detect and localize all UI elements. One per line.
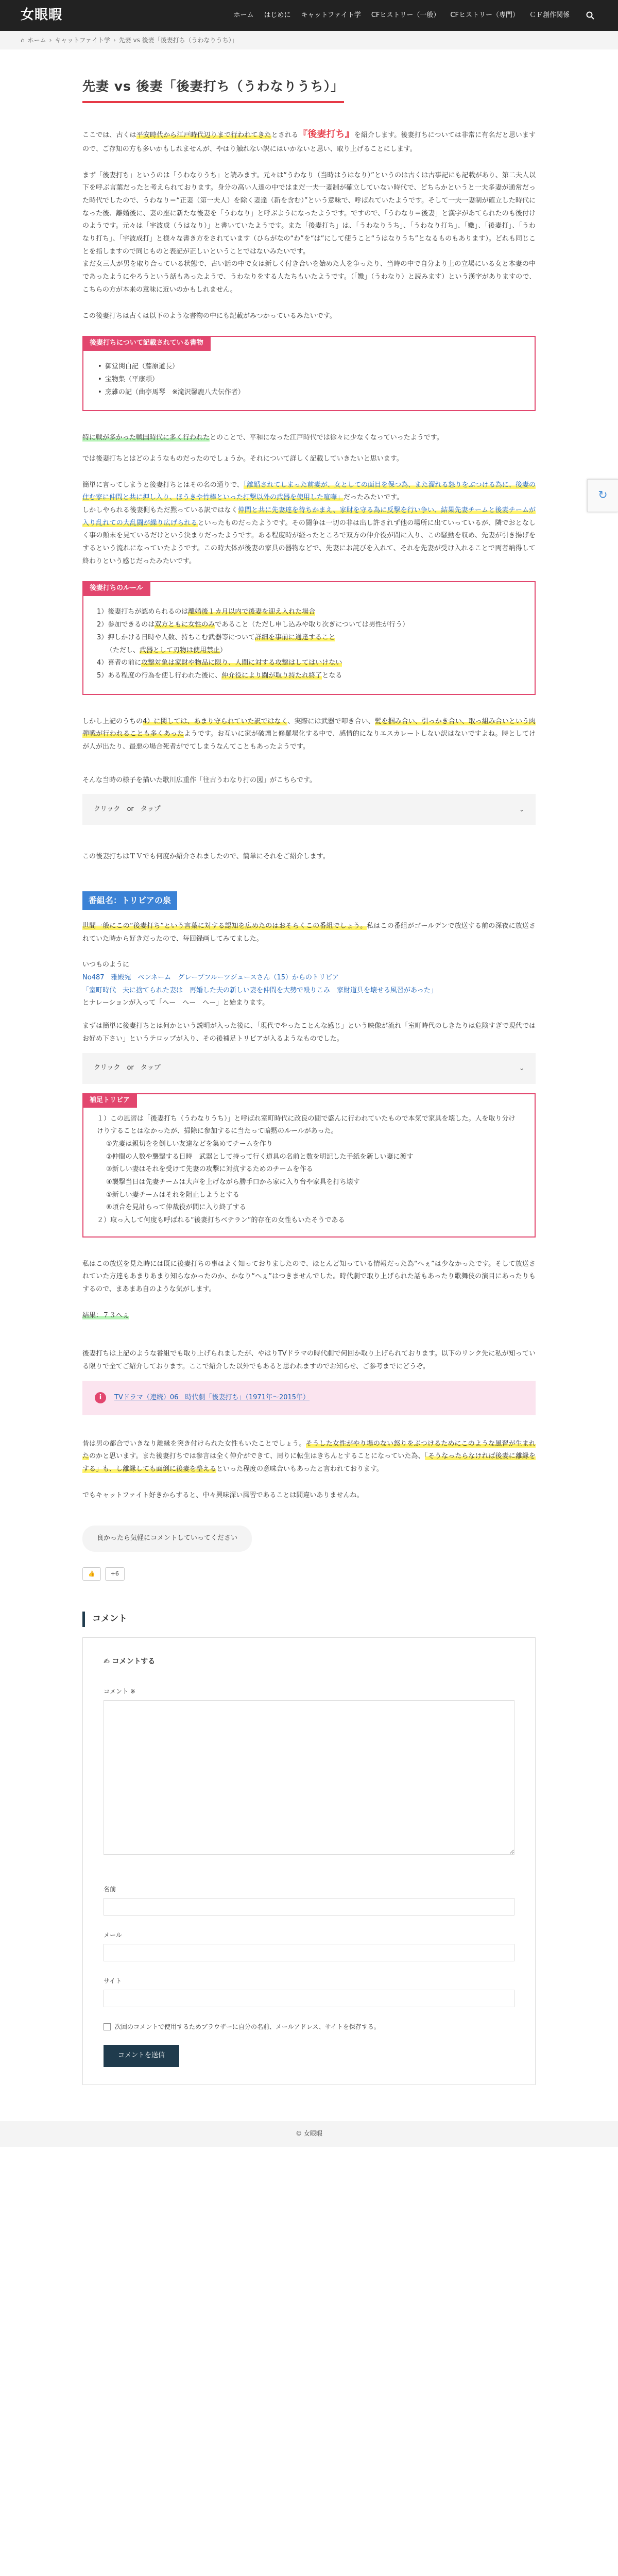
nav-item-catfight[interactable]: キャットファイト学 [301,11,361,19]
nav-item-history-general[interactable]: CFヒストリー（一般） [371,11,440,19]
painting-intro-paragraph: そんな当時の様子を描いた歌川広重作「往古うわなり打の図」がこちらです。 [82,776,316,784]
site-logo[interactable]: 女眼暇 [21,7,63,23]
plus-count-button[interactable]: +6 [105,1567,125,1581]
rules-box [82,581,536,694]
footer: © 女眼暇 [0,2121,618,2147]
breadcrumb-current: 先妻 vs 後妻「後妻打ち（うわなりうち）」 [118,36,238,44]
closing-paragraph: でもキャットファイト好きからすると、中々興味深い風習であることは間違いありませんね。 [82,1491,364,1499]
nav-item-home[interactable]: ホーム [233,11,254,19]
form-title: ✍ コメントする [104,1657,156,1666]
books-box-label: 後妻打ちについて記載されている書物 [82,336,211,351]
site-field[interactable] [104,1990,514,2007]
conclusion-paragraph: 昔は男の都合でいきなり離縁を突き付けられた女性もいたことでしょう。そうした女性がやり場のない怒りをぶつけるためにこのような風習が生まれたのかと思います。また後妻打ちでは参言は全く仲介ができて、周りに転生はきちんとすることになっていた為、「そうなったらなければ後妻に離縁をする」も、し離縁しても面倒に後妻を整えるといった程度の意味合いもあったと言われております。 [82,1439,536,1473]
global-nav [233,8,597,23]
video-accordion[interactable] [82,1053,536,1084]
program-paragraph: 世間一般にこの“後妻打ち”という言葉に対する認知を広めたのはおそらくこの番組でしょう。私はこの番組がゴールデンで放送する前の深夜に放送されていた時から好きだったので、毎回録画してみてました。 [82,922,536,943]
breadcrumb-separator: › [49,36,52,44]
comment-cta: 良かったら気軽にコメントしていってください [82,1526,252,1552]
breadcrumb-home[interactable]: ホーム [27,36,46,44]
drama-paragraph: 後妻打ちは上記のような番組でも取り上げられましたが、やはりTVドラマの時代劇で何回か取り上げられております。以下のリンク先に私が知っている限りで全てご紹介しております。ここで紹介した以外でもあると思われますのでお知らせ、ご参考までにどうぞ。 [82,1350,536,1371]
program-detail-paragraph: まずは簡単に後妻打ちとは何かという説明が入った後に、「現代でやったことんな感じ」という映像が流れ「室町時代のしきたりは危険すぎで現代ではお好め下さい」というテロップが入り、その後補足トリビアが入るようなものでした。 [82,1022,536,1043]
supplement-box-label: 補足トリビア [82,1093,137,1108]
breadcrumb-category[interactable]: キャットファイト学 [55,36,110,44]
sengoku-paragraph: 特に戦が多かった戦国時代に多く行われたとのことで、平和になった江戸時代では徐々に少なくなっていったようです。 [82,434,443,442]
books-list [97,361,521,399]
name-field[interactable] [104,1898,514,1916]
nav-item-creation[interactable]: ＣＦ創作関係 [529,11,570,19]
opinion-paragraph: 私はこの放送を見た時には既に後妻打ちの事はよく知っておりましたので、ほとんど知っている情報だった為“へぇ”は少なかったです。そして放送されていた方達もあまりあまり知らなかったのか、かなり“へぇ”はつきませんでした。時代劇で取り上げられた話もあったり歌舞伎の演目にあったりもするので、まあまあ自のような気がします。 [82,1260,536,1294]
supplement-row: ⑤新しい妻チームはそれを阻止しようとする [106,1191,239,1199]
consent-label: 次回のコメントで使用するためブラウザーに自分の名前、メールアドレス、サイトを保存する。 [115,2023,380,2030]
rule-item: 4）喜者の前に攻撃対象は家財や物品に限り、人間に対する攻撃はしてはいけない [97,659,342,667]
search-icon[interactable] [583,8,597,23]
info-icon: i [95,1392,106,1403]
page-title: 先妻 vs 後妻「後妻打ち（うわなりうち）」 [82,75,344,103]
result-text: 結果：７３へぇ [82,1311,130,1319]
comment-form [82,1637,536,2085]
article [82,49,536,2100]
submit-button[interactable]: コメントを送信 [104,2045,179,2067]
definition-paragraph: まず「後妻打ち」というのは「うわなりうち」と読みます。元々は“うわなり（当時はうはなり）”というのは古くは古事記にも記載があり、第二夫人以下を呼ぶ言葉だったと考えられております。身分の高い人達の中ではまだ一夫一妻制が確立していない時代で、どちらかというと一夫多妻が通常だった時代でしたので、うわなり＝“正妻（第一夫人）を除く妻達（新を含む）”という意味で、呼ばれていたようです。そして一夫一妻制が確立した時代になった後、離婚後に、妻の座に新たな後妻を「うわなり」と呼ぶようになったようです。ですので、「うわなり＝後妻」と漢字があてられたのも後付けのようです。元々は「宇波成（うはなり）」と書いていたようです。また「後妻打ち」は、「うわなりうち」、「うわなり打ち」、「嫐」、「後妻打」、「うわなり打ち」、「宇波成打」と様々な書き方をされています（ひらがなの“わ”を“は”にして使うこと“うはなりうち”となるものもあります）。どれも同じことを指しますので同じものと表記が正しいということではないみたいです。 まだ女三人が男を取り合っている状態で、古い話の中で女は新しく付き合いを始めた人を争ったり、当時の中で自分より上の立場にいる女と本妻の中であったようにやろうという話もあったようで、うわなりをする人たちもいたようです。（「嫐」（うわなり）と読みます）という漢字がありますので、こちらの方が本来の意味に近いのかもしれません。 [82,171,536,294]
painting-accordion[interactable] [82,794,536,825]
rule-item: （ただし、武器として刃物は使用禁止） [106,646,227,654]
supplement-row: １）この風習は「後妻打ち（うわなりうち）」と呼ばれ室町時代に改良の間で盛んに行われていたもので本気で家具を壊した。人を取り分けけりすることはなかったが、掃除に参加するに当たって暗黙のルールがあった。 [97,1114,516,1136]
chevron-down-icon: ⌄ [519,805,524,813]
rules-box-label: 後妻打ちのルール [82,581,150,596]
program-heading: 番組名：トリビアの泉 [82,891,177,910]
intro-paragraph: ここでは、古くは平安時代から江戸時代辺りまで行われてきたとされる『後妻打ち』を紹介します。後妻打ちについては非常に有名だと思いますので、ご存知の方も多いかもしれませんが、やはり触れない訳にはいかないと思い、取り上げることにします。 [82,128,536,153]
list-item: • 烹雑の記（曲亭馬琴 ※滝沢馨鹿八犬伝作者） [97,386,521,399]
nav-item-intro[interactable]: はじめに [264,11,291,19]
list-item: • 宝物集（平康頼） [97,374,521,386]
trivia-paragraph: いつものように No487 雅殿宛 ペンネーム グレープフルーツジュースさん（15）からのトリビア 「室町時代 夫に捨てられた妻は 再婚した夫の新しい妻を仲間を大勢で殴りこみ 家財道具を壊せる風習があった」 とナレーションが入って「へー へー へー」と始まります。 [82,961,437,1007]
comment-heading: コメント [82,1612,536,1627]
consent-checkbox[interactable] [104,2023,111,2030]
description-paragraph: 簡単に言ってしまうと後妻打ちとはその名の通りで、「離婚されてしまった前妻が、女としての面目を保つ為、また溜れる怒りをぶつける為に、後妻の住む家に仲間と共に押し入り、ほうきや竹棒といった打撃以外の武器を使用した喧嘩」だったみたいです。 しかしやられる後妻側もただ黙っている訳ではなく仲間と共に先妻達を待ちかまえ、家財を守る為に反撃を行い争い、結果先妻チームと後妻チームが入り乱れての大乱闘が繰り広げられるといったものだったようです。その闘争は一切の非は出し許されず他の場所に出ていっているが、隣でおとなしく事の顛末を見ているだけという決まりだったようです。ある程度時が経ったところで双方の仲介役が間に入り、この騒動を収め、先妻が引き揚げをするという流れになっていたようです。この時大体が後妻の家具の器物などで、先妻にお詫びを入れて、それを先妻が受け入れることで両者納得して終わりという感じだったみたいです。 [82,481,536,565]
supplement-row: ④襲撃当日は先妻チームは大声を上げながら勝手口から家に入り台や家具を打ち壊す [106,1178,360,1186]
chevron-down-icon: ⌄ [519,1064,524,1072]
site-label: サイト [104,1977,122,1985]
drama-link[interactable]: TVドラマ（連続）06 時代劇「後妻打ち」（1971年〜2015年） [114,1393,310,1401]
nav-item-history-pro[interactable]: CFヒストリー（専門） [450,11,519,19]
supplement-row: ①先妻は親切をを倒しい友達などを集めてチームを作り [106,1140,273,1148]
breadcrumb [0,31,618,49]
books-box [82,336,536,411]
consent-row [104,2022,514,2032]
email-label: メール [104,1931,122,1939]
breadcrumb-separator: › [113,36,116,44]
site-header [0,0,618,31]
home-icon: ⌂ [21,36,25,44]
comment-textarea[interactable] [104,1700,514,1855]
reality-paragraph: しかし上記のうちの4）に関しては、あまり守られていた訳ではなく、実際には武器で叩き合い、髪を掴み合い、引っかき合い、取っ組み合いという肉弾戦が行われることも多くあったようです。お互いに家が破壊と修羅場化する中で、感情的になりエスカレートしない訳はないですよね。時としてけが人が出たり、最悪の場合死者がでてしまうなんてこともあったようです。 [82,717,536,751]
explain-intro-paragraph: では後妻打ちとはどのようなものだったのでしょうか。それについて詳しく記載していきたいと思います。 [82,454,403,463]
supplement-row: ２）取っ入して何度も呼ばれる“後妻打ちベテラン”的存在の女性もいたそうである [97,1216,345,1224]
books-intro-paragraph: この後妻打ちは古くは以下のような書物の中にも記載がみつかっているみたいです。 [82,312,336,320]
accordion-label: クリック or タップ [94,805,161,813]
rule-item: 5）ある程度の行為を使し行われた後に、仲介役により闘が取り持たれ終了となる [97,671,342,680]
rule-item: 1）後妻打ちが認められるのは離婚後１カ月以内で後妻を迎え入れた場合 [97,608,316,616]
email-field[interactable] [104,1944,514,1961]
supplement-box [82,1093,536,1238]
supplement-row: ②仲間の人数や襲撃する日時 武器として持って行く道具の名前と数を明記した手紙を新しい妻に渡す [106,1153,414,1161]
recaptcha-badge[interactable]: ↻ [587,479,618,512]
drama-link-box [82,1381,536,1415]
like-button[interactable]: 👍 [82,1567,101,1581]
tv-intro-paragraph: この後妻打ちはＴＶでも何度か紹介されましたので、簡単にそれをご紹介します。 [82,853,330,861]
accordion-label: クリック or タップ [94,1064,161,1072]
rule-item: 2）参加できるのは双方ともに女性のみであること（ただし申し込みや取り次ぎについては男性が行う） [97,621,409,629]
list-item: • 御堂関白記（藤原道長） [97,361,521,374]
supplement-row: ③新しい妻はそれを受けて先妻の攻撃に対抗するためのチームを作る [106,1165,313,1174]
supplement-row: ⑥頃合を見計らって仲裁役が間に入り終了する [106,1204,246,1212]
share-row [82,1567,536,1581]
rule-item: 3）押しかける日時や人数、持ちこむ武器等について詳細を事前に通達すること [97,633,336,641]
comment-label: コメント ※ [104,1688,135,1696]
name-label: 名前 [104,1885,116,1893]
